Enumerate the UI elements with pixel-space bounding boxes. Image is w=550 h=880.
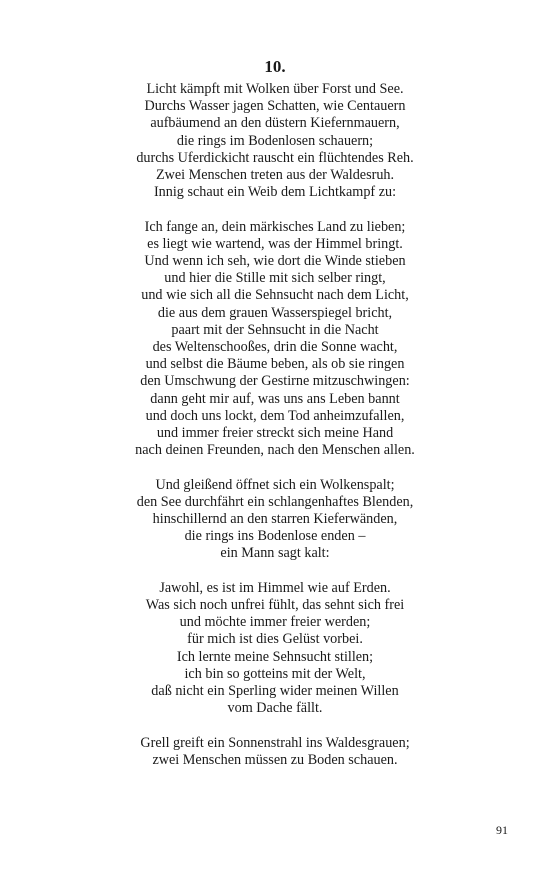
stanza (0, 477, 550, 563)
poem-line: die aus dem grauen Wasserspiegel bricht, (157, 304, 393, 321)
poem-line: daß nicht ein Sperling wider meinen Willen (151, 683, 399, 700)
poem-line: des Weltenschooßes, drin die Sonne wacht, (152, 339, 398, 356)
poem-number-heading: 10. (264, 57, 286, 76)
poem-line: ein Mann sagt kalt: (220, 545, 330, 562)
poem-line: Und wenn ich seh, wie dort die Winde stieben (144, 253, 406, 270)
stanza (0, 580, 550, 718)
poem-line: die rings ins Bodenlose enden – (184, 528, 366, 545)
poem-line: Durchs Wasser jagen Schatten, wie Centauern (144, 98, 406, 115)
poem-line: dann geht mir auf, was uns ans Leben bannt (150, 390, 400, 407)
page-number: 91 (496, 823, 508, 837)
poem-line: Zwei Menschen treten aus der Waldesruh. (155, 167, 395, 184)
poem-line: und wie sich all die Sehnsucht nach dem Licht, (141, 287, 409, 304)
poem-line: Und gleißend öffnet sich ein Wolkenspalt; (155, 476, 395, 493)
poem-line: für mich ist dies Gelüst vorbei. (187, 631, 363, 648)
poem-line: paart mit der Sehnsucht in die Nacht (171, 321, 379, 338)
poem-line: hinschillernd an den starren Kieferwänden, (152, 511, 398, 528)
poem-line: und hier die Stille mit sich selber ringt, (164, 270, 386, 287)
poem-line: Grell greift ein Sonnenstrahl ins Waldesgrauen; (140, 734, 410, 751)
poem-line: den Umschwung der Gestirne mitzuschwingen: (140, 373, 410, 390)
poem-line: ich bin so gotteins mit der Welt, (184, 665, 366, 682)
poem-line: und doch uns lockt, dem Tod anheimzufallen, (145, 407, 405, 424)
poem-line: es liegt wie wartend, was der Himmel bringt. (147, 235, 403, 252)
poem-line: Licht kämpft mit Wolken über Forst und See. (146, 81, 404, 97)
poem-line: und möchte immer freier werden; (179, 614, 371, 631)
poem-line: Was sich noch unfrei fühlt, das sehnt sich frei (145, 597, 405, 614)
poem-line: durchs Uferdickicht rauscht ein flüchtendes Reh. (136, 149, 414, 166)
poem-body (0, 81, 550, 786)
poem-line: Jawohl, es ist im Himmel wie auf Erden. (159, 579, 391, 596)
stanza (0, 219, 550, 460)
poem-line: den See durchfährt ein schlangenhaftes Blenden, (136, 493, 414, 510)
poem-line: und selbst die Bäume beben, als ob sie ringen (145, 356, 405, 373)
poem-line: und immer freier streckt sich meine Hand (156, 425, 394, 442)
poem-line: die rings im Bodenlosen schauern; (176, 132, 374, 149)
stanza (0, 735, 550, 769)
poem-line: aufbäumend an den düstern Kiefernmauern, (150, 115, 400, 132)
poem-line: Ich fange an, dein märkisches Land zu lieben; (144, 218, 406, 235)
poem-line: Ich lernte meine Sehnsucht stillen; (176, 648, 374, 665)
poem-line: vom Dache fällt. (227, 700, 323, 717)
stanza (0, 81, 550, 201)
poem-line: zwei Menschen müssen zu Boden schauen. (152, 751, 398, 768)
poem-line: Innig schaut ein Weib dem Lichtkampf zu: (153, 184, 397, 201)
poem-line: nach deinen Freunden, nach den Menschen allen. (135, 442, 415, 459)
